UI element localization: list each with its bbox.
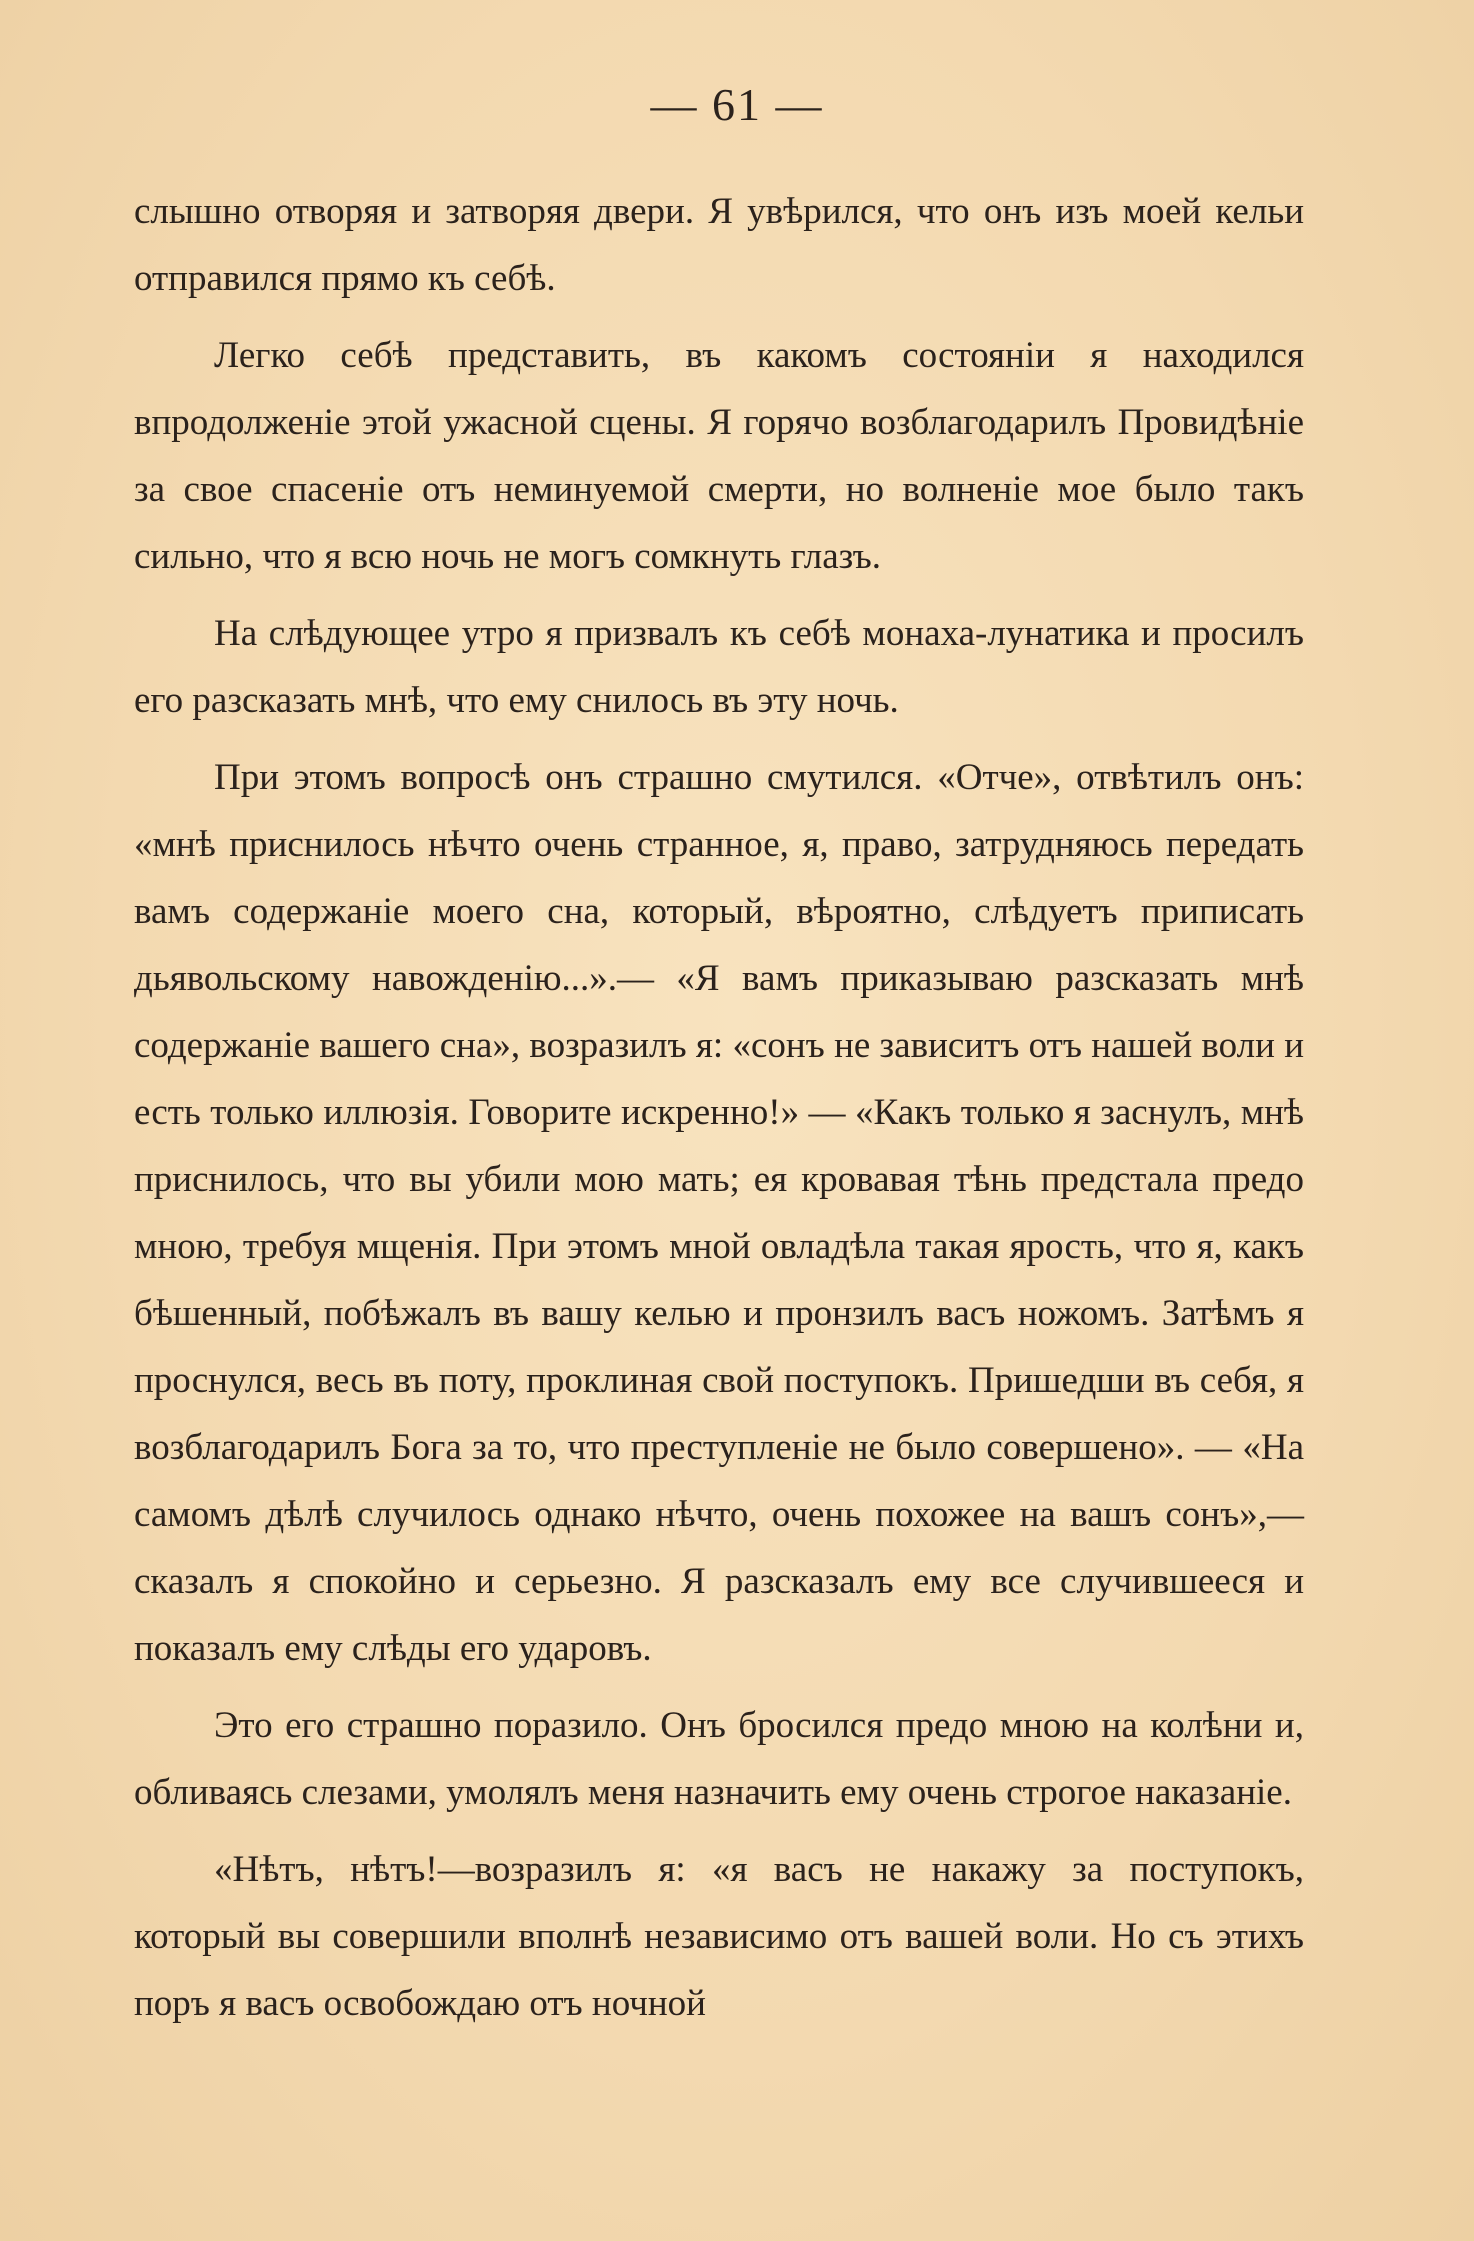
paragraph: Это его страшно поразило. Онъ бросился предо мною на колѣни и, обливаясь слезами, умолялъ меня назначить ему очень строгое наказанiе. [134, 1705, 1304, 1813]
paragraph: При этомъ вопросѣ онъ страшно смутился. «Отче», отвѣтилъ онъ: «мнѣ приснилось нѣчто очень странное, я, право, затрудняюсь передать вамъ содержанiе моего сна, который, вѣроятно, слѣдуетъ приписать дьявольскому навожденiю...».— «Я вамъ приказываю разсказать мнѣ содержанiе вашего сна», возразилъ я: «сонъ не зависитъ отъ нашей воли и есть только иллюзiя. Говорите искренно!» — «Какъ только я заснулъ, мнѣ приснилось, что вы убили мою мать; ея кровавая тѣнь предстала предо мною, требуя мщенiя. При этомъ мной овладѣла такая ярость, что я, какъ бѣшенный, побѣжалъ въ вашу келью и пронзилъ васъ ножомъ. Затѣмъ я проснулся, весь въ поту, проклиная свой поступокъ. Пришедши въ себя, я возблагодарилъ Бога за то, что преступленiе не было совершено». — «На самомъ дѣлѣ случилось однако нѣчто, очень похожее на вашъ сонъ»,—сказалъ я спокойно и серьезно. Я разсказалъ ему все случившееся и показалъ ему слѣды его ударовъ. [134, 757, 1304, 1669]
paragraph: «Нѣтъ, нѣтъ!—возразилъ я: «я васъ не накажу за поступокъ, который вы совершили вполнѣ независимо отъ вашей воли. Но съ этихъ поръ я васъ освобождаю отъ ночной [134, 1849, 1304, 2024]
paragraph: Легко себѣ представить, въ какомъ состоянiи я находился впродолженiе этой ужасной сцены. Я горячо возблагодарилъ Провидѣнiе за свое спасенiе отъ неминуемой смерти, но волненiе мое было такъ сильно, что я всю ночь не могъ сомкнуть глазъ. [134, 335, 1304, 577]
body-text [134, 178, 1304, 2047]
page-number: — 61 — [650, 79, 824, 130]
paragraph-continued: слышно отворяя и затворяя двери. Я увѣрился, что онъ изъ моей кельи отправился прямо къ себѣ. [134, 191, 1304, 299]
paragraph: На слѣдующее утро я призвалъ къ себѣ монаха-лунатика и просилъ его разсказать мнѣ, что ему снилось въ эту ночь. [134, 613, 1304, 721]
